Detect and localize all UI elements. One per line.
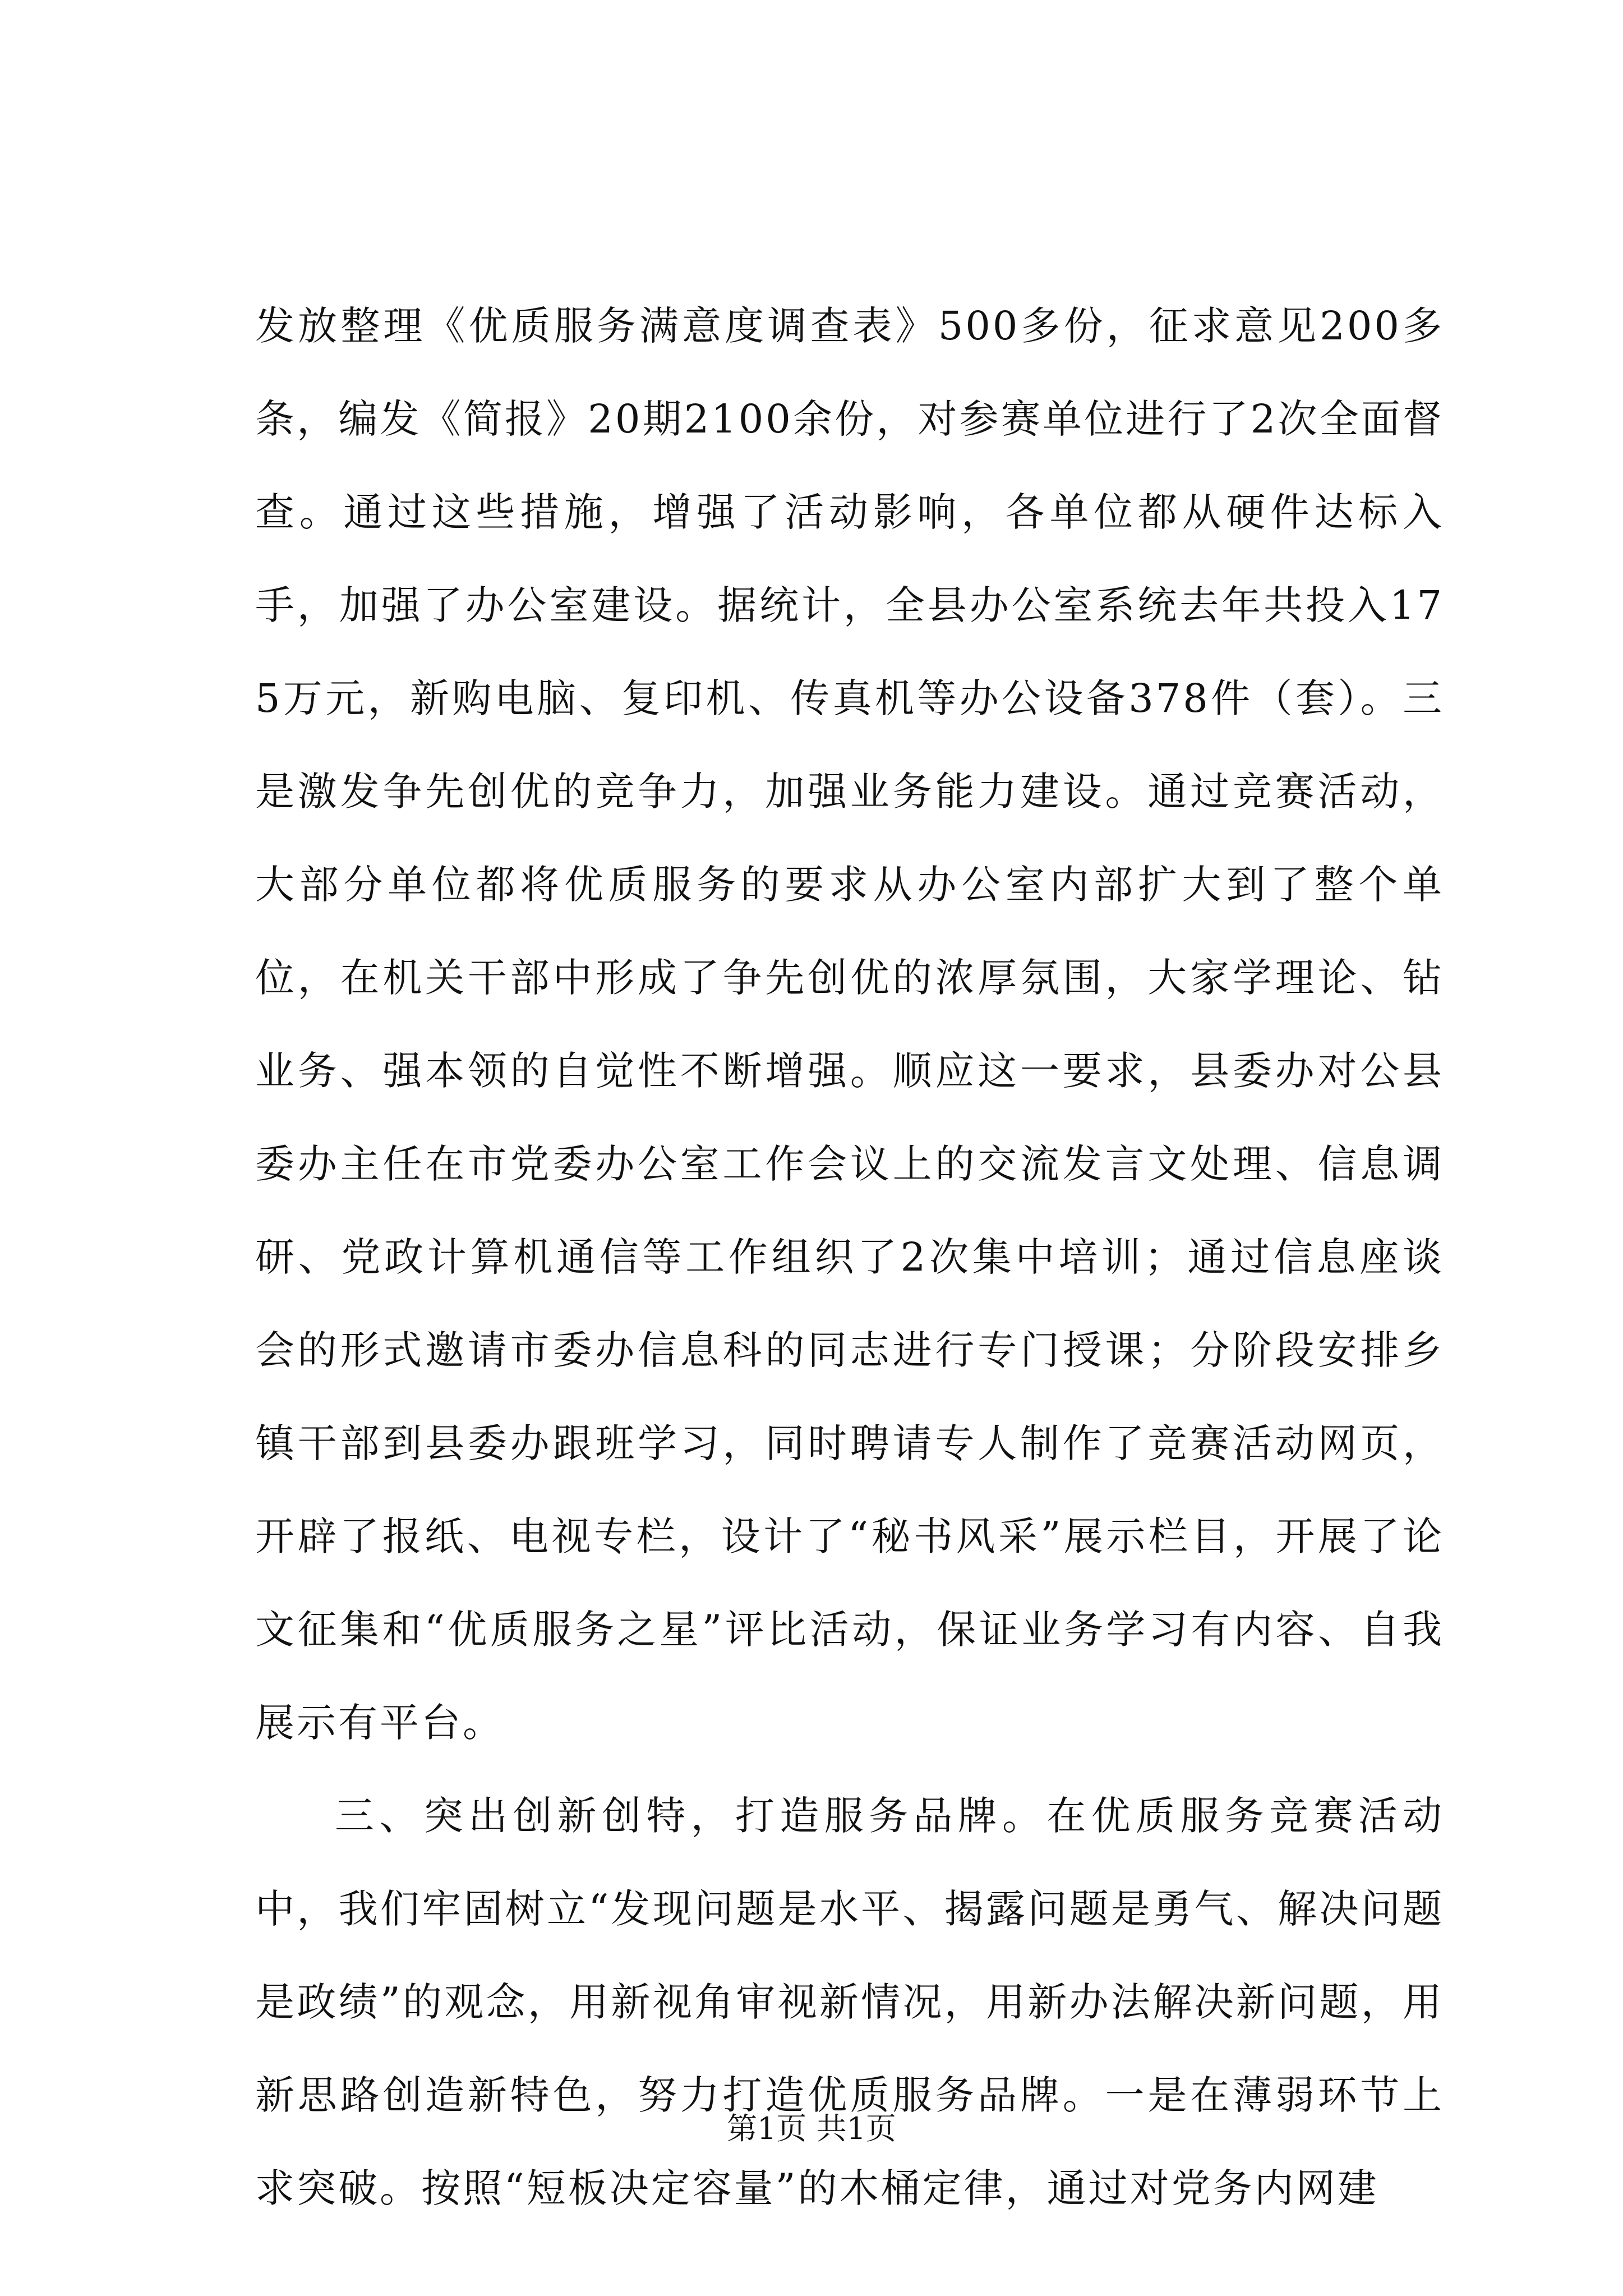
page-footer: 第1页 共1页 (727, 2111, 896, 2146)
document-body (255, 279, 1444, 2235)
paragraph-continuation: 发放整理《优质服务满意度调查表》500多份，征求意见200多条，编发《简报》20期2100余份，对参赛单位进行了2次全面督查。通过这些措施，增强了活动影响，各单位都从硬件达标入手，加强了办公室建设。据统计，全县办公室系统去年共投入175万元，新购电脑、复印机、传真机等办公设备378件（套）。三是激发争先创优的竞争力，加强业务能力建设。通过竞赛活动，大部分单位都将优质服务的要求从办公室内部扩大到了整个单位，在机关干部中形成了争先创优的浓厚氛围，大家学理论、钻业务、强本领的自觉性不断增强。顺应这一要求，县委办对公县委办主任在市党委办公室工作会议上的交流发言文处理、信息调研、党政计算机通信等工作组织了2次集中培训；通过信息座谈会的形式邀请市委办信息科的同志进行专门授课；分阶段安排乡镇干部到县委办跟班学习，同时聘请专人制作了竞赛活动网页，开辟了报纸、电视专栏，设计了“秘书风采”展示栏目，开展了论文征集和“优质服务之星”评比活动，保证业务学习有内容、自我展示有平台。 (255, 303, 1444, 1746)
paragraph-section-three: 三、突出创新创特，打造服务品牌。在优质服务竞赛活动中，我们牢固树立“发现问题是水平、揭露问题是勇气、解决问题是政绩”的观念，用新视角审视新情况，用新办法解决新问题，用新思路创造新特色，努力打造优质服务品牌。一是在薄弱环节上求突破。按照“短板决定容量”的木桶定律，通过对党务内网建 (255, 1793, 1444, 2211)
